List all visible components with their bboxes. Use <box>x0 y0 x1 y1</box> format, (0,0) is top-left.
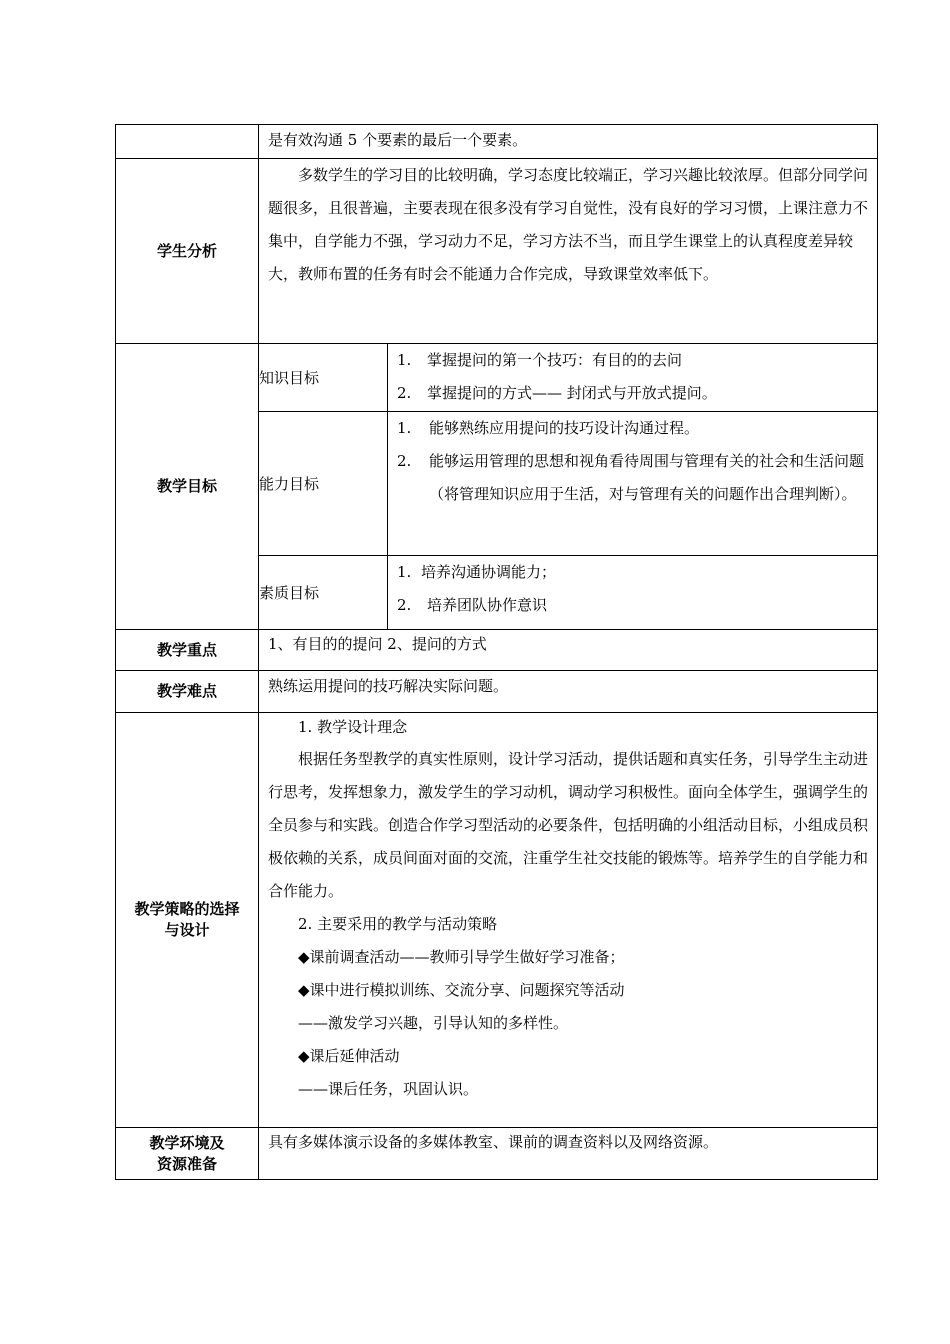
environment-label <box>116 1128 259 1180</box>
ability-item-1: 1. 能够熟练应用提问的技巧设计沟通过程。 <box>397 419 700 437</box>
strategy-heading-2: 2. 主要采用的教学与活动策略 <box>298 915 498 933</box>
knowledge-objective-items <box>388 344 878 412</box>
student-analysis-cell <box>259 159 878 344</box>
strategy-label-line-2: 与设计 <box>164 921 210 939</box>
quality-objective-items <box>388 556 878 630</box>
strategy-bullet-3-sub: ——课后任务，巩固认识。 <box>298 1080 479 1098</box>
key-points-text: 1、有目的的提问 2、提问的方式 <box>268 635 487 653</box>
knowledge-item-1: 1. 掌握提问的第一个技巧：有目的的去问 <box>397 351 683 369</box>
ability-objective-label: 能力目标 <box>259 412 388 556</box>
teaching-objectives-label: 教学目标 <box>116 344 259 630</box>
strategy-bullet-3: ◆课后延伸活动 <box>298 1047 400 1065</box>
quality-item-1: 1. 培养沟通协调能力； <box>397 563 557 581</box>
strategy-heading-1: 1. 教学设计理念 <box>298 718 408 736</box>
strategy-bullet-1: ◆课前调查活动——教师引导学生做好学习准备； <box>298 948 625 966</box>
quality-objective-label: 素质目标 <box>259 556 388 630</box>
student-analysis-row <box>116 159 878 344</box>
difficulties-row <box>116 671 878 713</box>
knowledge-objective-label: 知识目标 <box>259 344 388 412</box>
environment-label-line-2: 资源准备 <box>156 1154 217 1173</box>
strategy-paragraph: 根据任务型教学的真实性原则，设计学习活动，提供话题和真实任务，引导学生主动进行思考，发挥想象力，激发学生的学习动机，调动学习积极性。面向全体学生，强调学生的全员参与和实践。创造合作学习型活动的必要条件，包括明确的小组活动目标，小组成员积极依赖的关系，成员间面对面的交流，注重学生社交技能的锻炼等。培养学生的自学能力和合作能力。 <box>268 750 869 900</box>
strategy-row <box>116 713 878 1128</box>
environment-label-line-1: 教学环境及 <box>149 1133 225 1152</box>
key-points-label: 教学重点 <box>116 630 259 671</box>
knowledge-item-2: 2. 掌握提问的方式—— 封闭式与开放式提问。 <box>397 384 717 402</box>
strategy-label-line-1: 教学策略的选择 <box>134 900 240 918</box>
student-analysis-text: 多数学生的学习目的比较明确，学习态度比较端正，学习兴趣比较浓厚。但部分同学问题很多，且很普遍，主要表现在很多没有学习自觉性，没有良好的学习习惯，上课注意力不集中，自学能力不强，学习动力不足，学习方法不当，而且学生课堂上的认真程度差异较大，教师布置的任务有时会不能通力合作完成，导致课堂效率低下。 <box>268 166 869 283</box>
key-points-cell <box>259 630 878 671</box>
continuation-text: 是有效沟通 5 个要素的最后一个要素。 <box>268 131 528 149</box>
strategy-bullet-2-sub: ——激发学习兴趣，引导认知的多样性。 <box>298 1014 569 1032</box>
environment-cell <box>259 1128 878 1180</box>
environment-text: 具有多媒体演示设备的多媒体教室、课前的调查资料以及网络资源。 <box>268 1133 719 1151</box>
continuation-row <box>116 125 878 159</box>
continuation-text-cell <box>259 125 878 159</box>
difficulties-label: 教学难点 <box>116 671 259 713</box>
difficulties-text: 熟练运用提问的技巧解决实际问题。 <box>268 677 509 695</box>
environment-row <box>116 1128 878 1180</box>
continuation-label-cell <box>116 125 259 159</box>
ability-item-2: 2. 能够运用管理的思想和视角看待周围与管理有关的社会和生活问题（将管理知识应用于生活，对与管理有关的问题作出合理判断）。 <box>397 452 865 503</box>
difficulties-cell <box>259 671 878 713</box>
key-points-row <box>116 630 878 671</box>
strategy-cell <box>259 713 878 1128</box>
strategy-bullet-2: ◆课中进行模拟训练、交流分享、问题探究等活动 <box>298 981 625 999</box>
lesson-plan-table <box>115 124 878 1180</box>
student-analysis-label: 学生分析 <box>116 159 259 344</box>
knowledge-objective-row <box>116 344 878 412</box>
ability-objective-items <box>388 412 878 556</box>
quality-item-2: 2. 培养团队协作意识 <box>397 596 548 614</box>
strategy-label <box>116 713 259 1128</box>
